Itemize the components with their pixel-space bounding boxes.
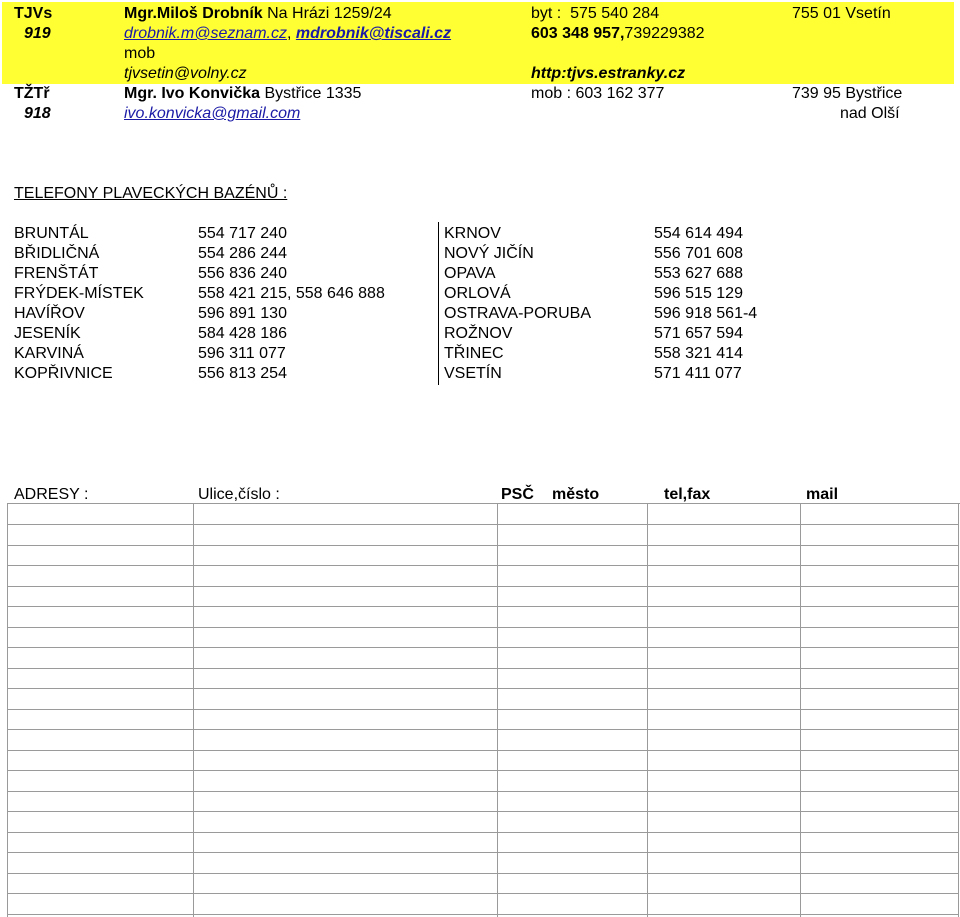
pool-city: NOVÝ JIČÍN (444, 245, 534, 262)
mob-label: mob (124, 45, 156, 62)
club-code-tztr: TŽTř (14, 85, 50, 102)
grid-row-line (7, 832, 958, 833)
pool-phone: 596 891 130 (198, 305, 287, 322)
addresses-title: ADRESY : (14, 486, 89, 503)
grid-row-line (7, 565, 958, 566)
email-link-gmail[interactable]: ivo.konvicka@gmail.com (124, 105, 301, 122)
col-phone: tel,fax (664, 486, 711, 503)
address-grid[interactable] (7, 503, 960, 917)
col-city: město (552, 486, 600, 503)
email-tjvsetin: tjvsetin@volny.cz (124, 65, 247, 82)
grid-row-line (7, 811, 958, 812)
pool-city: OPAVA (444, 265, 496, 282)
pool-phone: 556 836 240 (198, 265, 287, 282)
mobile-phone-2: mob : 603 162 377 (531, 85, 665, 102)
pool-phone: 554 717 240 (198, 225, 287, 242)
pools-heading: TELEFONY PLAVECKÝCH BAZÉNŮ : (14, 185, 288, 202)
contact-name-2 (124, 84, 361, 104)
grid-row-line (7, 852, 958, 853)
emails-1 (124, 24, 451, 44)
grid-row-line (7, 688, 958, 689)
grid-column-line (647, 504, 648, 917)
grid-row-line (7, 647, 958, 648)
col-mail: mail (806, 486, 839, 503)
pool-city: FRENŠTÁT (14, 265, 99, 282)
pool-phone: 554 614 494 (654, 225, 743, 242)
pool-phone: 596 515 129 (654, 285, 743, 302)
pool-phone: 571 411 077 (654, 365, 742, 382)
pool-city: BRUNTÁL (14, 225, 89, 242)
pool-phone: 558 321 414 (654, 345, 743, 362)
email-link-tiscali[interactable]: mdrobnik@tiscali.cz (295, 25, 452, 42)
grid-row-line (7, 873, 958, 874)
grid-row-line (7, 791, 958, 792)
pool-phone: 571 657 594 (654, 325, 743, 342)
grid-column-line (193, 504, 194, 917)
pool-city: TŘINEC (444, 345, 504, 362)
grid-row-line (7, 750, 958, 751)
grid-row-line (7, 914, 958, 915)
home-phone (531, 4, 659, 24)
home-phone-number: 575 540 284 (570, 5, 660, 22)
pool-city: ROŽNOV (444, 325, 513, 342)
pool-city: FRÝDEK-MÍSTEK (14, 285, 144, 302)
grid-column-line (800, 504, 801, 917)
grid-column-line (497, 504, 498, 917)
pool-city: ORLOVÁ (444, 285, 511, 302)
club-code-tjvs: TJVs (14, 5, 53, 22)
grid-column-line (7, 504, 8, 917)
club-number-918: 918 (24, 105, 51, 122)
pool-phone: 596 918 561-4 (654, 305, 758, 322)
email-link-seznam[interactable]: drobnik.m@seznam.cz (124, 25, 287, 42)
contact-address-2: Bystřice 1335 (264, 85, 362, 102)
col-street: Ulice,číslo : (198, 486, 280, 503)
pool-city: BŘIDLIČNÁ (14, 245, 100, 262)
club-number-919: 919 (24, 25, 51, 42)
pool-city: KRNOV (444, 225, 501, 242)
contact-name-1 (124, 4, 392, 24)
grid-row-line (7, 606, 958, 607)
home-phone-label: byt : (531, 5, 562, 22)
pool-city: HAVÍŘOV (14, 305, 85, 322)
contact-address: Na Hrázi 1259/24 (267, 5, 392, 22)
mobile-phone-bold: 603 348 957, (531, 25, 625, 42)
pool-phone: 554 286 244 (198, 245, 287, 262)
contact-name-bold: Mgr.Miloš Drobník (124, 5, 263, 22)
grid-row-line (7, 893, 958, 894)
psc-city-2: 739 95 Bystřice (792, 85, 903, 102)
pool-phone: 596 311 077 (198, 345, 286, 362)
grid-row-line (7, 524, 958, 525)
pools-column-divider (438, 222, 439, 385)
psc-city-1: 755 01 Vsetín (792, 5, 891, 22)
website-link[interactable]: http:tjvs.estranky.cz (531, 65, 686, 82)
contact-name-2-bold: Mgr. Ivo Konvička (124, 85, 261, 102)
mobile-phone-rest: 739229382 (624, 25, 705, 42)
pool-city: KARVINÁ (14, 345, 84, 362)
pool-city: VSETÍN (444, 365, 502, 382)
grid-row-line (7, 668, 958, 669)
pool-phone: 584 428 186 (198, 325, 287, 342)
grid-row-line (7, 709, 958, 710)
grid-row-line (7, 627, 958, 628)
mobile-phones-1 (531, 24, 705, 44)
pool-city: KOPŘIVNICE (14, 365, 113, 382)
email-separator: , (286, 25, 292, 42)
pool-phone: 556 701 608 (654, 245, 743, 262)
city-continuation: nad Olší (840, 105, 900, 122)
grid-row-line (7, 729, 958, 730)
pool-phone: 556 813 254 (198, 365, 287, 382)
col-psc: PSČ (501, 486, 534, 503)
pool-city: OSTRAVA-PORUBA (444, 305, 591, 322)
pool-phone: 558 421 215, 558 646 888 (198, 285, 385, 302)
grid-row-line (7, 586, 958, 587)
pool-phone: 553 627 688 (654, 265, 743, 282)
pool-city: JESENÍK (14, 325, 81, 342)
grid-row-line (7, 545, 958, 546)
grid-row-line (7, 770, 958, 771)
grid-column-line (958, 504, 959, 917)
